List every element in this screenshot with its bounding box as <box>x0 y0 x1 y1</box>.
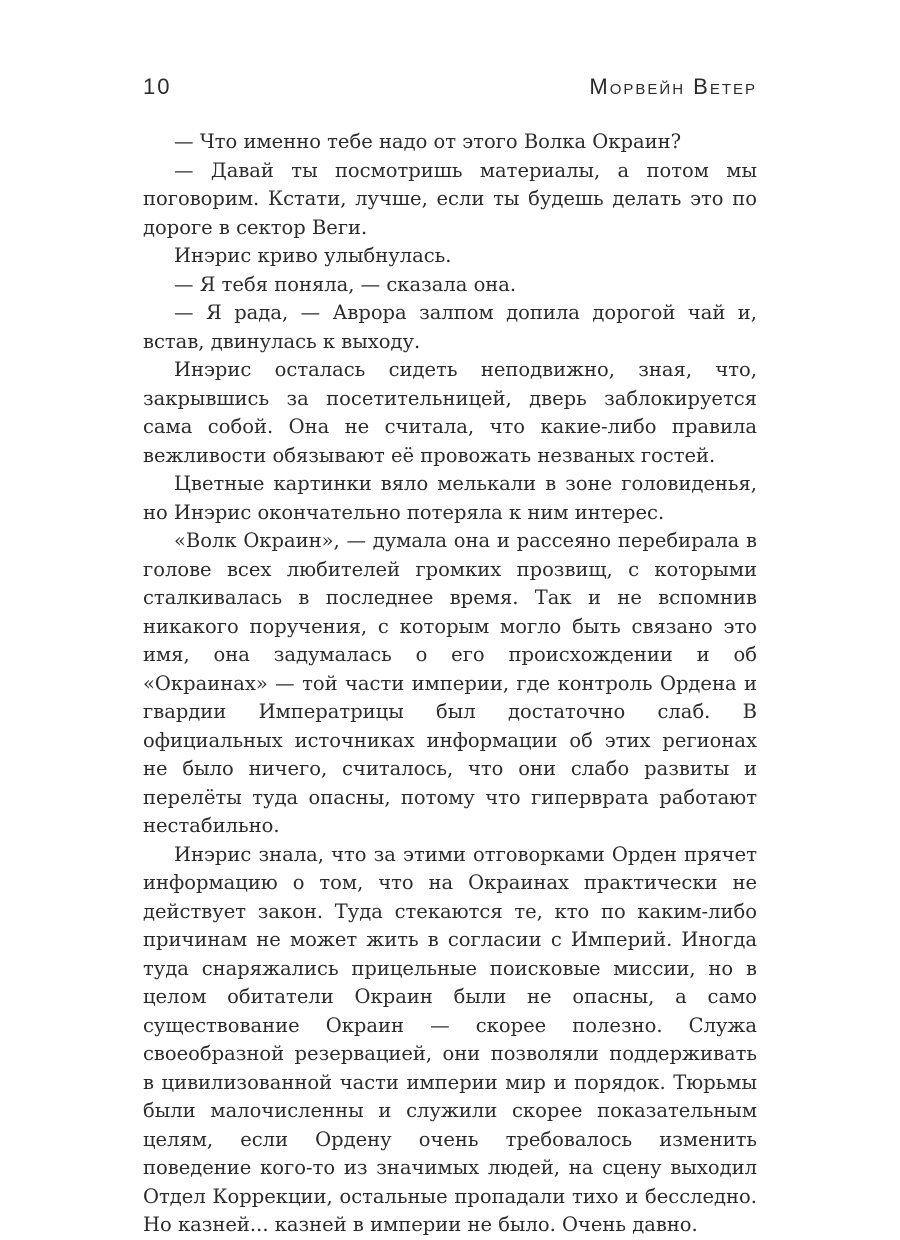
paragraph: Инэрис знала, что за этими отговорками Орден прячет информацию о том, что на Окраинах практически не действует закон. Туда стекаются те, кто по каким-либо причинам не может жить в согласии с Империй. Иногда туда снаряжались прицельные поисковые миссии, но в целом обитатели Окраин были не опасны, а само существование Окраин — скорее полезно. Служа своеобразной резервацией, они позволяли поддерживать в цивилизованной части империи мир и порядок. Тюрьмы были малочисленны и служили скорее показательным целям, если Ордену очень требовалось изменить поведение кого-то из значимых людей, на сцену выходил Отдел Коррекции, остальные пропадали тихо и бесследно. Но казней... казней в империи не было. Очень давно. <box>143 842 757 1236</box>
paragraph: Цветные картинки вяло мелькали в зоне головиденья, но Инэрис окончательно потеряла к ним интерес. <box>143 472 757 524</box>
page-number: 10 <box>143 74 172 99</box>
paragraph: Инэрис криво улыбнулась. <box>174 244 452 267</box>
paragraph: — Что именно тебе надо от этого Волка Окраин? <box>174 130 682 153</box>
paragraph: Инэрис осталась сидеть неподвижно, зная, что, закрывшись за посетительницей, дверь заблокируется сама собой. Она не считала, что какие-либо правила вежливости обязывают её провожать незваных гостей. <box>143 358 757 467</box>
paragraph: — Давай ты посмотришь материалы, а потом мы поговорим. Кстати, лучше, если ты будешь делать это по дороге в сектор Веги. <box>143 158 757 239</box>
paragraph: — Я тебя поняла, — сказала она. <box>174 272 517 296</box>
body-text <box>143 128 757 1240</box>
running-title: Морвейн Ветер <box>589 74 757 99</box>
paragraph: — Я рада, — Аврора залпом допила дорогой чай и, встав, двинулась к выходу. <box>143 301 757 353</box>
paragraph: «Волк Окраин», — думала она и рассеяно перебирала в голове всех любителей громких прозвищ, с которыми сталкивалась в последнее время. Так и не вспомнив никакого поручения, с которым могло быть связано это имя, она задумалась о его происхождении и об «Окраинах» — той части империи, где контроль Ордена и гвардии Императрицы был достаточно слаб. В официальных источниках информации об этих регионах не было ничего, считалось, что они слабо развиты и перелёты туда опасны, потому что гиперврата работают нестабильно. <box>143 529 757 837</box>
page-header <box>143 74 757 110</box>
